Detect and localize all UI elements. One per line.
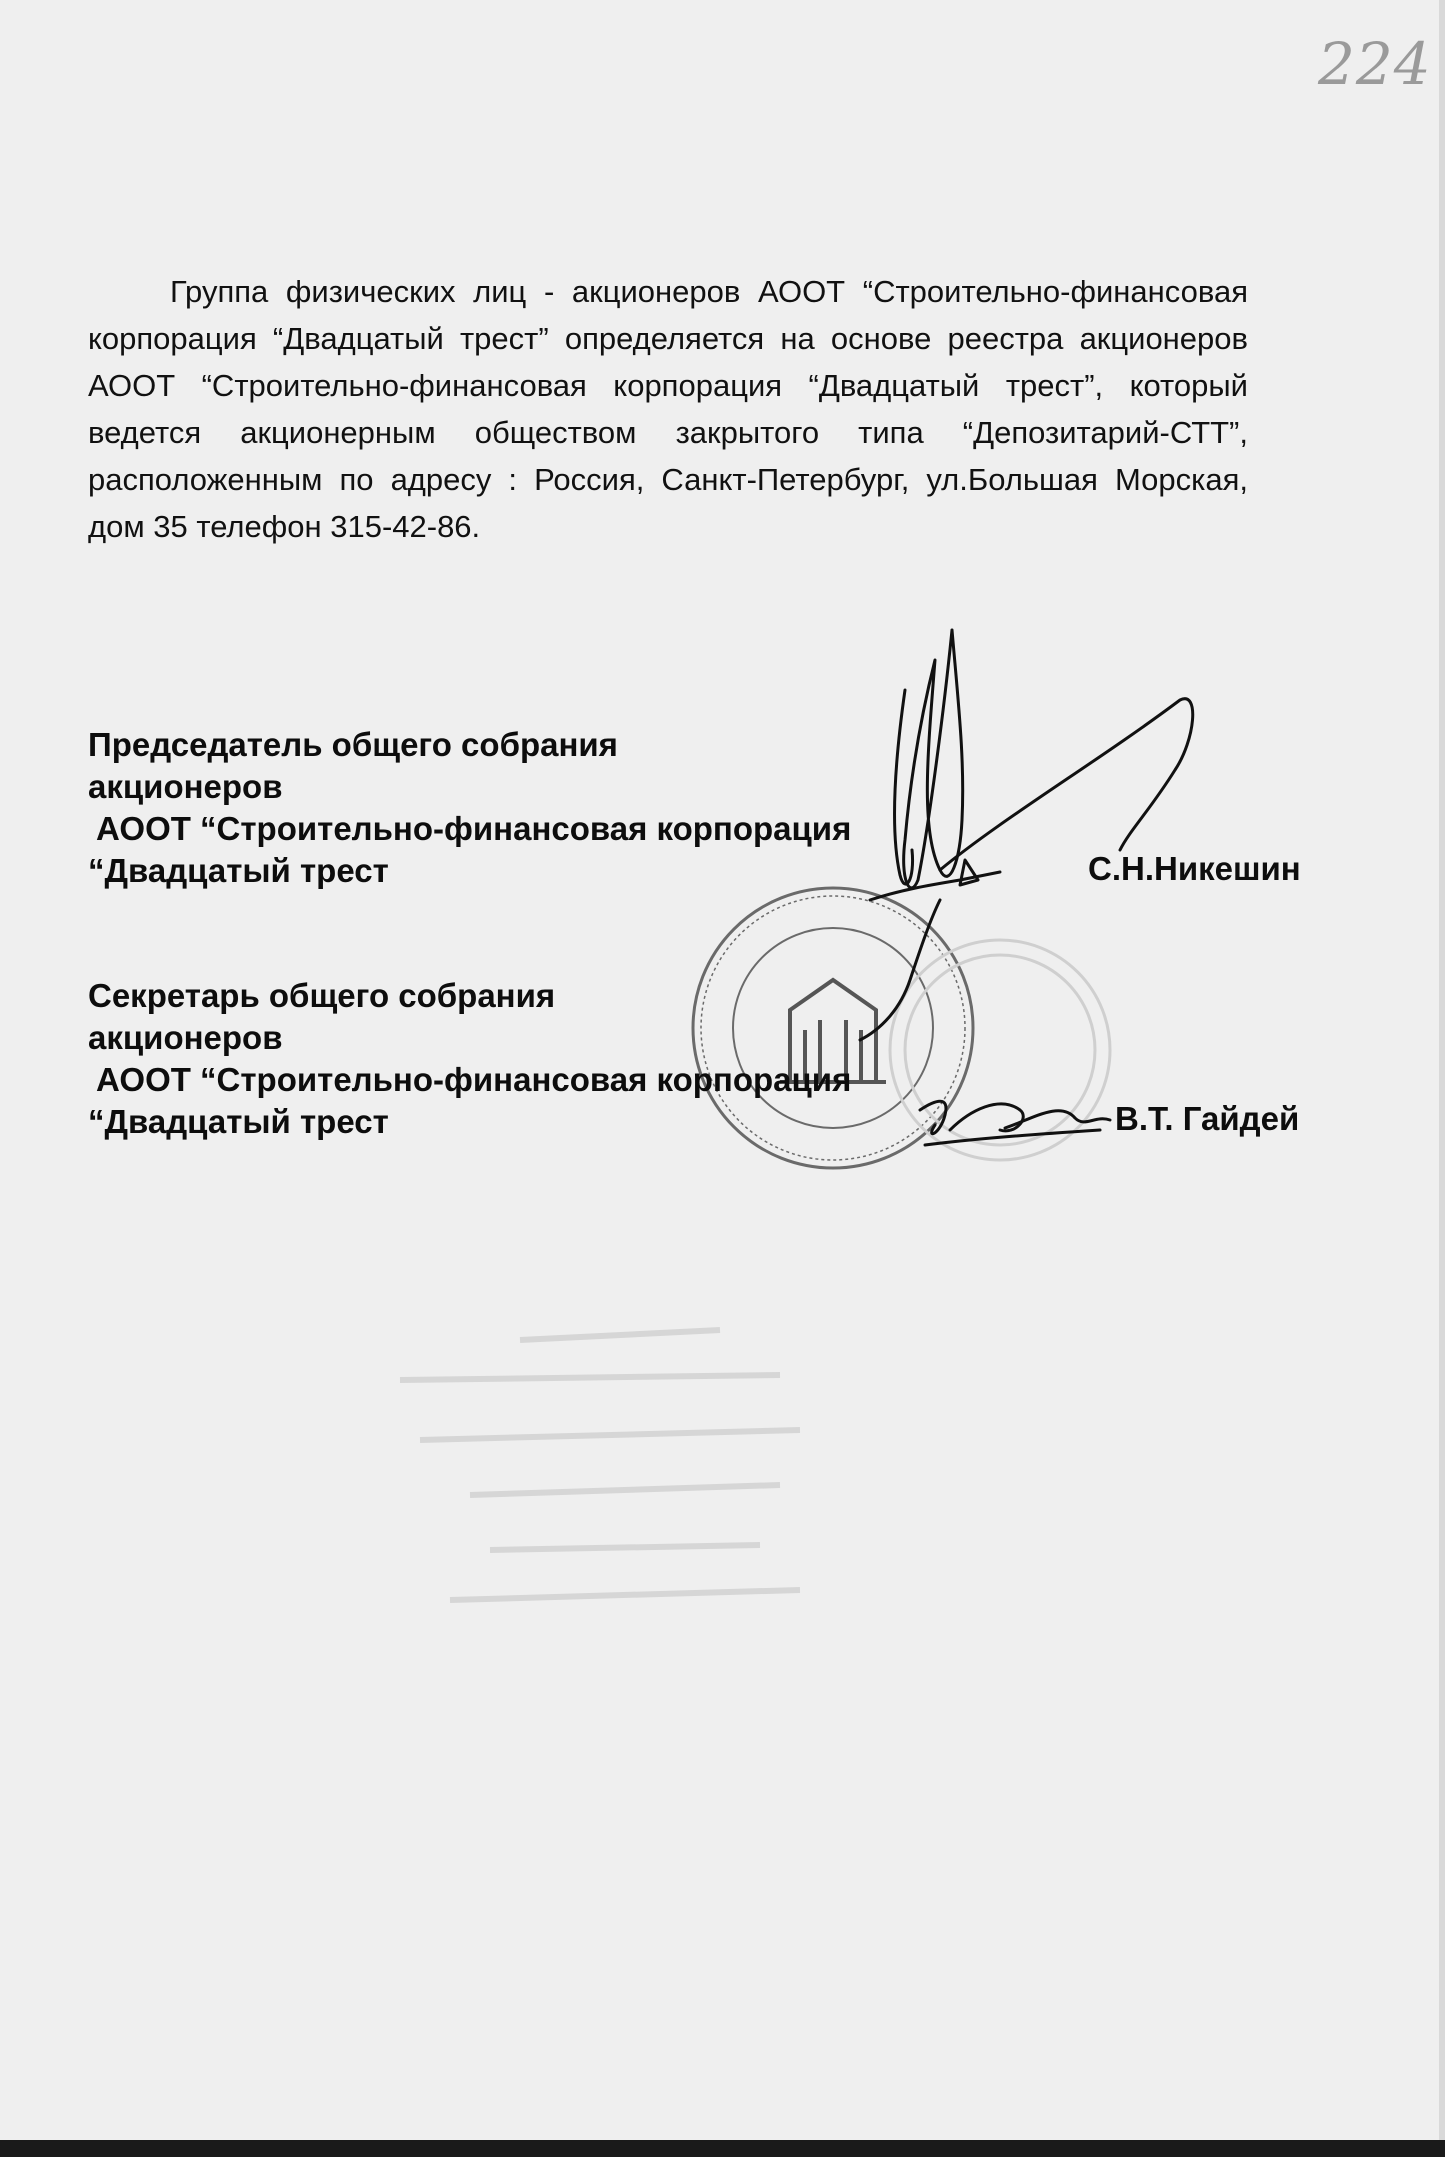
chairman-name: С.Н.Никешин [1088, 850, 1301, 887]
secretary-org-2: “Двадцатый трест [88, 1103, 389, 1140]
chairman-title-2: акционеров [88, 768, 283, 805]
scan-border [0, 2140, 1445, 2157]
secretary-org: АООТ “Строительно-финансовая корпорация [96, 1061, 852, 1098]
chairman-org-2: “Двадцатый трест [88, 852, 389, 889]
secretary-title-2: акционеров [88, 1019, 283, 1056]
chairman-org: АООТ “Строительно-финансовая корпорация [96, 810, 852, 847]
secretary-name: В.Т. Гайдей [1115, 1100, 1300, 1137]
page-edge [1439, 0, 1445, 2157]
secretary-title: Секретарь общего собрания [88, 977, 556, 1014]
page-number: 224 [1318, 30, 1432, 98]
chairman-signature [860, 630, 1193, 1040]
secretary-signature [920, 1101, 1110, 1145]
chairman-title: Председатель общего собрания [88, 726, 618, 763]
body-paragraph-text: Группа физических лиц - акционеров АООТ “Строительно-финансовая корпорация “Двадцатый трест” определяется на основе реестра акционеров АООТ “Строительно-финансовая корпорация “Двадцатый трест”, который ведется акционерным обществом закрытого типа “Депозитарий-СТТ”, расположенным по адресу : Россия, Санкт-Петербург, ул.Большая Морская, дом 35 телефон 315-42-86. [88, 274, 1248, 544]
